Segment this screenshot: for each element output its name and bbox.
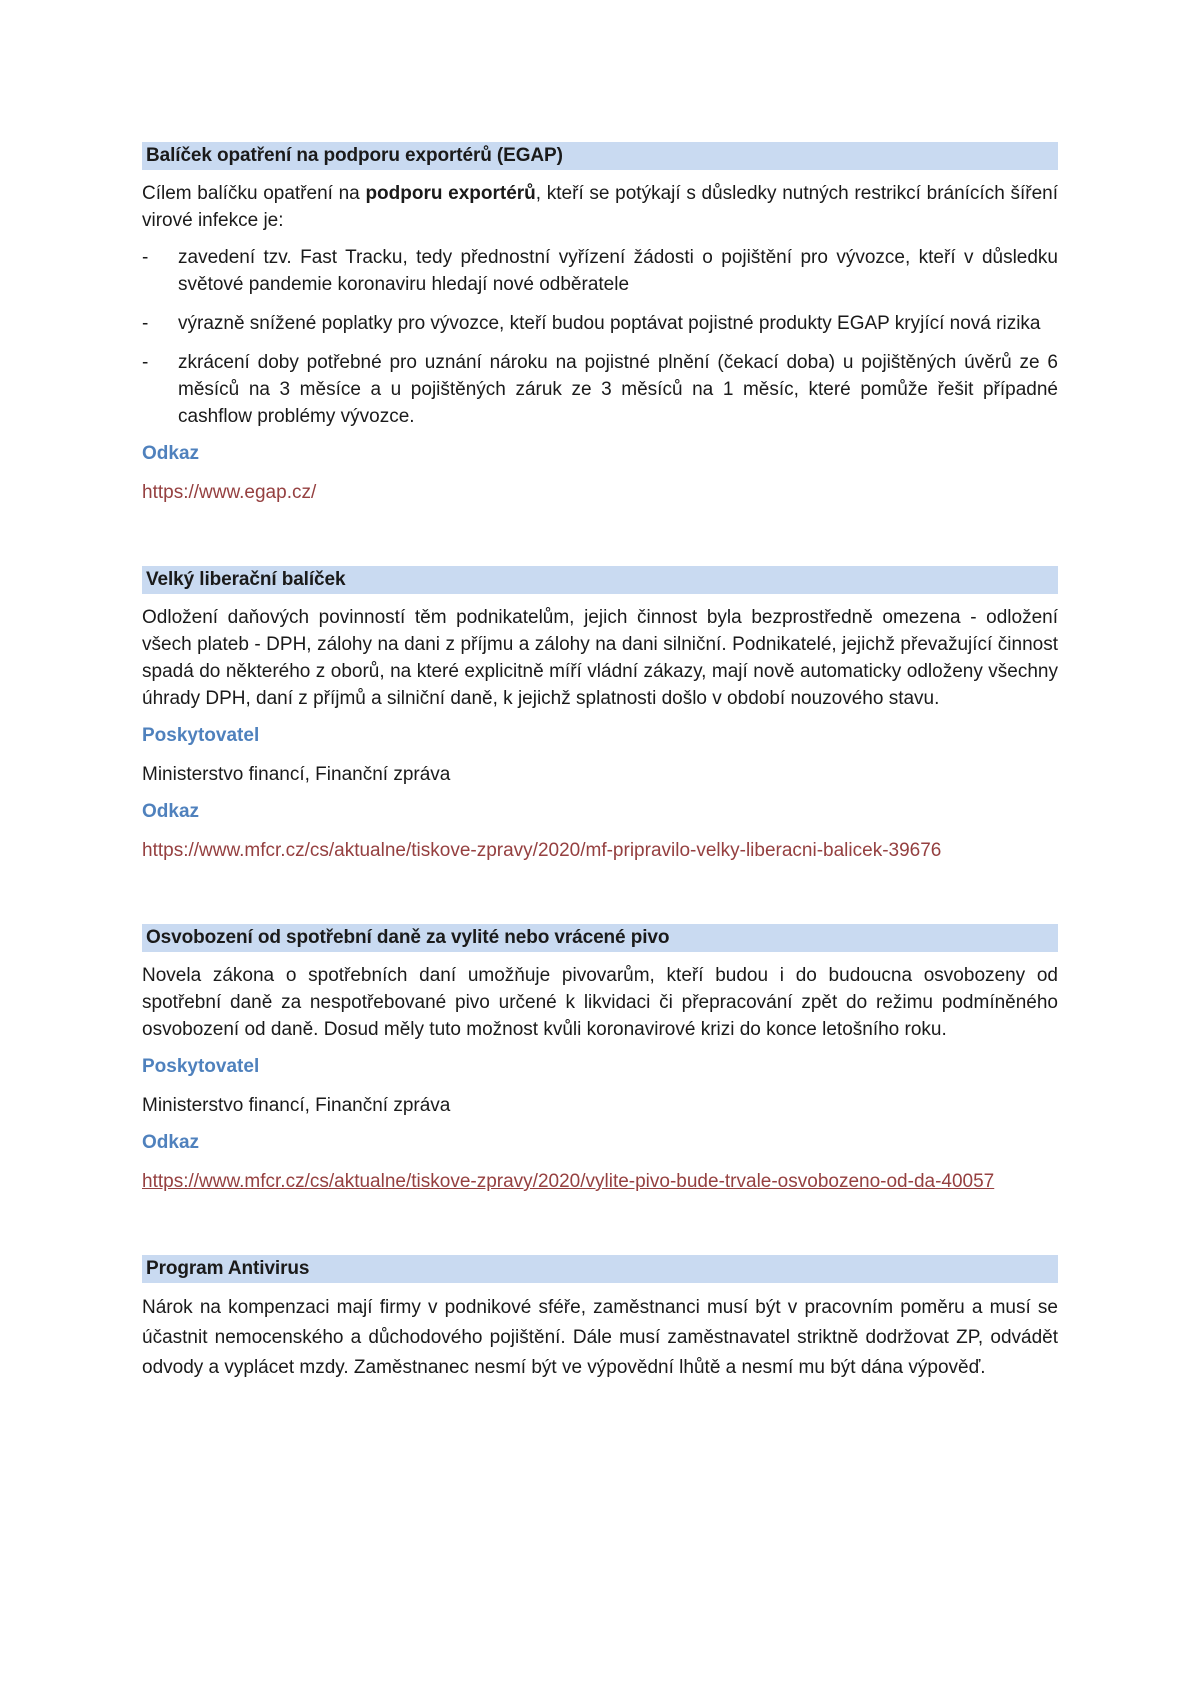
provider-label: Poskytovatel <box>142 725 260 746</box>
section-body: Novela zákona o spotřebních daní umožňuje pivovarům, kteří budou i do budoucna osvobozeny od spotřební daně za nespotřebované pivo určené k likvidaci či přepracování zpět do režimu podmíněného osvobození od daně. Dosud měly tuto možnost kvůli koronavirové krizi do konce letošního roku. <box>142 965 1058 1040</box>
list-item-text: zkrácení doby potřebné pro uznání nároku na pojistné plnění (čekací doba) u pojištěných úvěrů ze 6 měsíců na 3 měsíce a u pojištěných záruk ze 3 měsíců na 1 měsíc, které pomůže řešit případné cashflow problémy vývozce. <box>178 352 1058 427</box>
document-page <box>142 142 1058 1393</box>
provider-label: Poskytovatel <box>142 1056 260 1077</box>
dash-bullet: - <box>142 247 149 268</box>
spacer <box>142 876 1058 924</box>
section-body: Nárok na kompenzaci mají firmy v podnikové sféře, zaměstnanci musí být v pracovním poměru a musí se účastnit nemocenského a důchodového pojištění. Dále musí zaměstnavatel striktně dodržovat ZP, odvádět odvody a vyplácet mzdy. Zaměstnanec nesmí být ve výpovědní lhůtě a nesmí mu být dána výpověď. <box>142 1297 1058 1378</box>
section-liberation-package <box>142 566 1058 864</box>
section-title: Osvobození od spotřební daně za vylité nebo vrácené pivo <box>142 924 1058 952</box>
spacer <box>142 518 1058 566</box>
link-label: Odkaz <box>142 801 200 822</box>
list-item <box>142 244 1058 298</box>
spacer <box>142 1207 1058 1255</box>
intro-text: Cílem balíčku opatření na <box>142 183 366 204</box>
section-egap <box>142 142 1058 506</box>
measures-list <box>142 244 1058 430</box>
section-antivirus <box>142 1255 1058 1383</box>
dash-bullet: - <box>142 352 149 373</box>
intro-bold-text: podporu exportérů <box>365 183 536 204</box>
mfcr-beer-link[interactable]: https://www.mfcr.cz/cs/aktualne/tiskove-zpravy/2020/vylite-pivo-bude-trvale-osvobozeno-od-da-40057 <box>142 1171 995 1192</box>
list-item <box>142 349 1058 430</box>
section-title: Program Antivirus <box>142 1255 1058 1283</box>
mfcr-liberation-link[interactable]: https://www.mfcr.cz/cs/aktualne/tiskove-zpravy/2020/mf-pripravilo-velky-liberacni-balicek-39676 <box>142 840 942 861</box>
link-label: Odkaz <box>142 443 200 464</box>
dash-bullet: - <box>142 313 149 334</box>
section-intro <box>142 180 1058 234</box>
provider-text: Ministerstvo financí, Finanční zpráva <box>142 764 451 785</box>
section-title: Balíček opatření na podporu exportérů (EGAP) <box>142 142 1058 170</box>
provider-text: Ministerstvo financí, Finanční zpráva <box>142 1095 451 1116</box>
link-label: Odkaz <box>142 1132 200 1153</box>
section-title: Velký liberační balíček <box>142 566 1058 594</box>
list-item-text: výrazně snížené poplatky pro vývozce, kteří budou poptávat pojistné produkty EGAP kryjící nová rizika <box>178 313 1041 334</box>
list-item-text: zavedení tzv. Fast Tracku, tedy přednostní vyřízení žádosti o pojištění pro vývozce, kteří v důsledku světové pandemie koronaviru hledají nové odběratele <box>178 247 1058 295</box>
intro-text-end: , kteří se potýkají s důsledky nutných restrikcí bránících šíření virové infekce je: <box>142 183 1058 231</box>
section-beer-tax-exemption <box>142 924 1058 1195</box>
egap-link[interactable]: https://www.egap.cz/ <box>142 482 317 503</box>
section-body: Odložení daňových povinností těm podnikatelům, jejich činnost byla bezprostředně omezena - odložení všech plateb - DPH, zálohy na dani z příjmu a zálohy na dani silniční. Podnikatelé, jejichž převažující činnost spadá do některého z oborů, na které explicitně míří vládní zákazy, mají nově automaticky odloženy všechny úhrady DPH, daní z příjmů a silniční daně, k jejichž splatnosti došlo v období nouzového stavu. <box>142 607 1058 709</box>
list-item <box>142 310 1058 337</box>
